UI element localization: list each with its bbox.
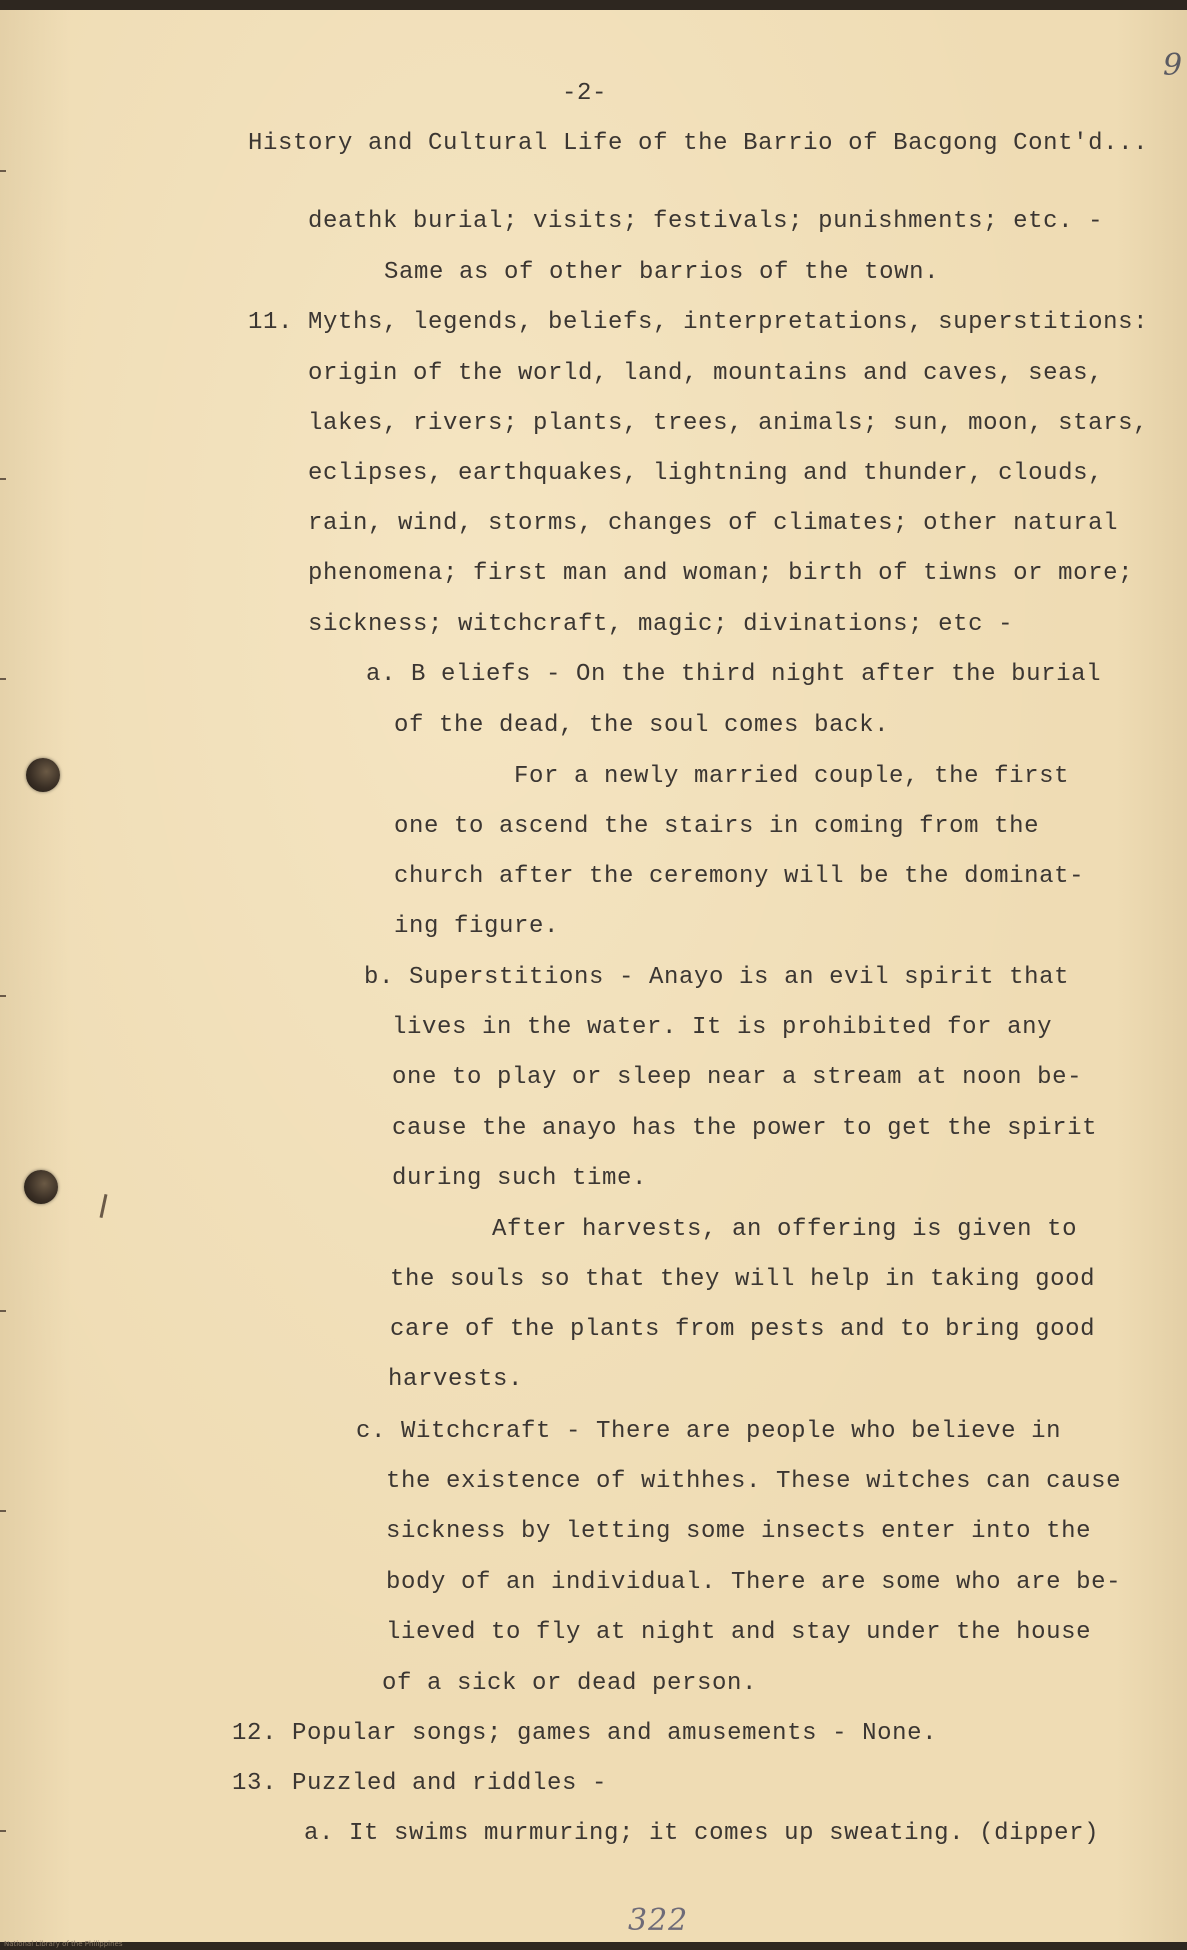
text-line: 13. Puzzled and riddles - [232, 1770, 608, 1797]
text-line: during such time. [392, 1165, 648, 1192]
text-line: the existence of withhes. These witches can cause [386, 1468, 1122, 1495]
edge-mark [0, 478, 6, 480]
edge-mark [0, 1310, 6, 1312]
text-line: sickness by letting some insects enter into the [386, 1518, 1092, 1545]
text-line: one to ascend the stairs in coming from the [394, 813, 1040, 840]
text-line: deathk burial; visits; festivals; punishments; etc. - [308, 208, 1104, 235]
text-line: ing figure. [394, 913, 560, 940]
page-number: -2- [562, 80, 608, 107]
edge-mark [0, 1510, 6, 1512]
text-line: cause the anayo has the power to get the spirit [392, 1115, 1098, 1142]
text-line: eclipses, earthquakes, lightning and thunder, clouds, [308, 460, 1104, 487]
text-line: phenomena; first man and woman; birth of tiwns or more; [308, 560, 1134, 587]
text-line: For a newly married couple, the first [514, 763, 1070, 790]
document-page [0, 10, 1187, 1950]
text-line: one to play or sleep near a stream at noon be- [392, 1064, 1083, 1091]
text-line: sickness; witchcraft, magic; divinations; etc - [308, 611, 1014, 638]
text-line: church after the ceremony will be the dominat- [394, 863, 1085, 890]
text-line: a. B eliefs - On the third night after the burial [366, 661, 1102, 688]
edge-mark [0, 995, 6, 997]
text-line: Same as of other barrios of the town. [384, 259, 940, 286]
edge-mark [0, 170, 6, 172]
text-line: b. Superstitions - Anayo is an evil spirit that [364, 964, 1070, 991]
text-line: c. Witchcraft - There are people who believe in [356, 1418, 1062, 1445]
text-line: of the dead, the soul comes back. [394, 712, 890, 739]
scan-bottom-edge [0, 1942, 1187, 1950]
text-line: body of an individual. There are some who are be- [386, 1569, 1122, 1596]
text-line: 11. Myths, legends, beliefs, interpretations, superstitions: [248, 309, 1149, 336]
text-line: rain, wind, storms, changes of climates; other natural [308, 510, 1119, 537]
text-line: of a sick or dead person. [382, 1670, 758, 1697]
text-line: origin of the world, land, mountains and caves, seas, [308, 360, 1104, 387]
text-line: After harvests, an offering is given to [492, 1216, 1078, 1243]
text-line: lives in the water. It is prohibited for any [392, 1014, 1053, 1041]
punch-hole [26, 758, 60, 792]
folio-number: 322 [628, 1903, 689, 1938]
text-line: a. It swims murmuring; it comes up sweating. (dipper) [304, 1820, 1100, 1847]
document-title: History and Cultural Life of the Barrio of Bacgong Cont'd... [248, 130, 1149, 157]
pencil-mark [100, 1194, 108, 1218]
edge-mark [0, 1830, 6, 1832]
text-line: harvests. [388, 1366, 524, 1393]
text-line: care of the plants from pests and to bring good [390, 1316, 1096, 1343]
scan-top-edge [0, 0, 1187, 10]
text-line: 12. Popular songs; games and amusements - None. [232, 1720, 938, 1747]
text-line: the souls so that they will help in taking good [390, 1266, 1096, 1293]
punch-hole [24, 1170, 58, 1204]
archive-caption: National Library of the Philippines [4, 1940, 123, 1948]
edge-mark [0, 678, 6, 680]
corner-page-mark: 9 [1163, 48, 1183, 83]
text-line: lieved to fly at night and stay under the house [386, 1619, 1092, 1646]
text-line: lakes, rivers; plants, trees, animals; sun, moon, stars, [308, 410, 1149, 437]
